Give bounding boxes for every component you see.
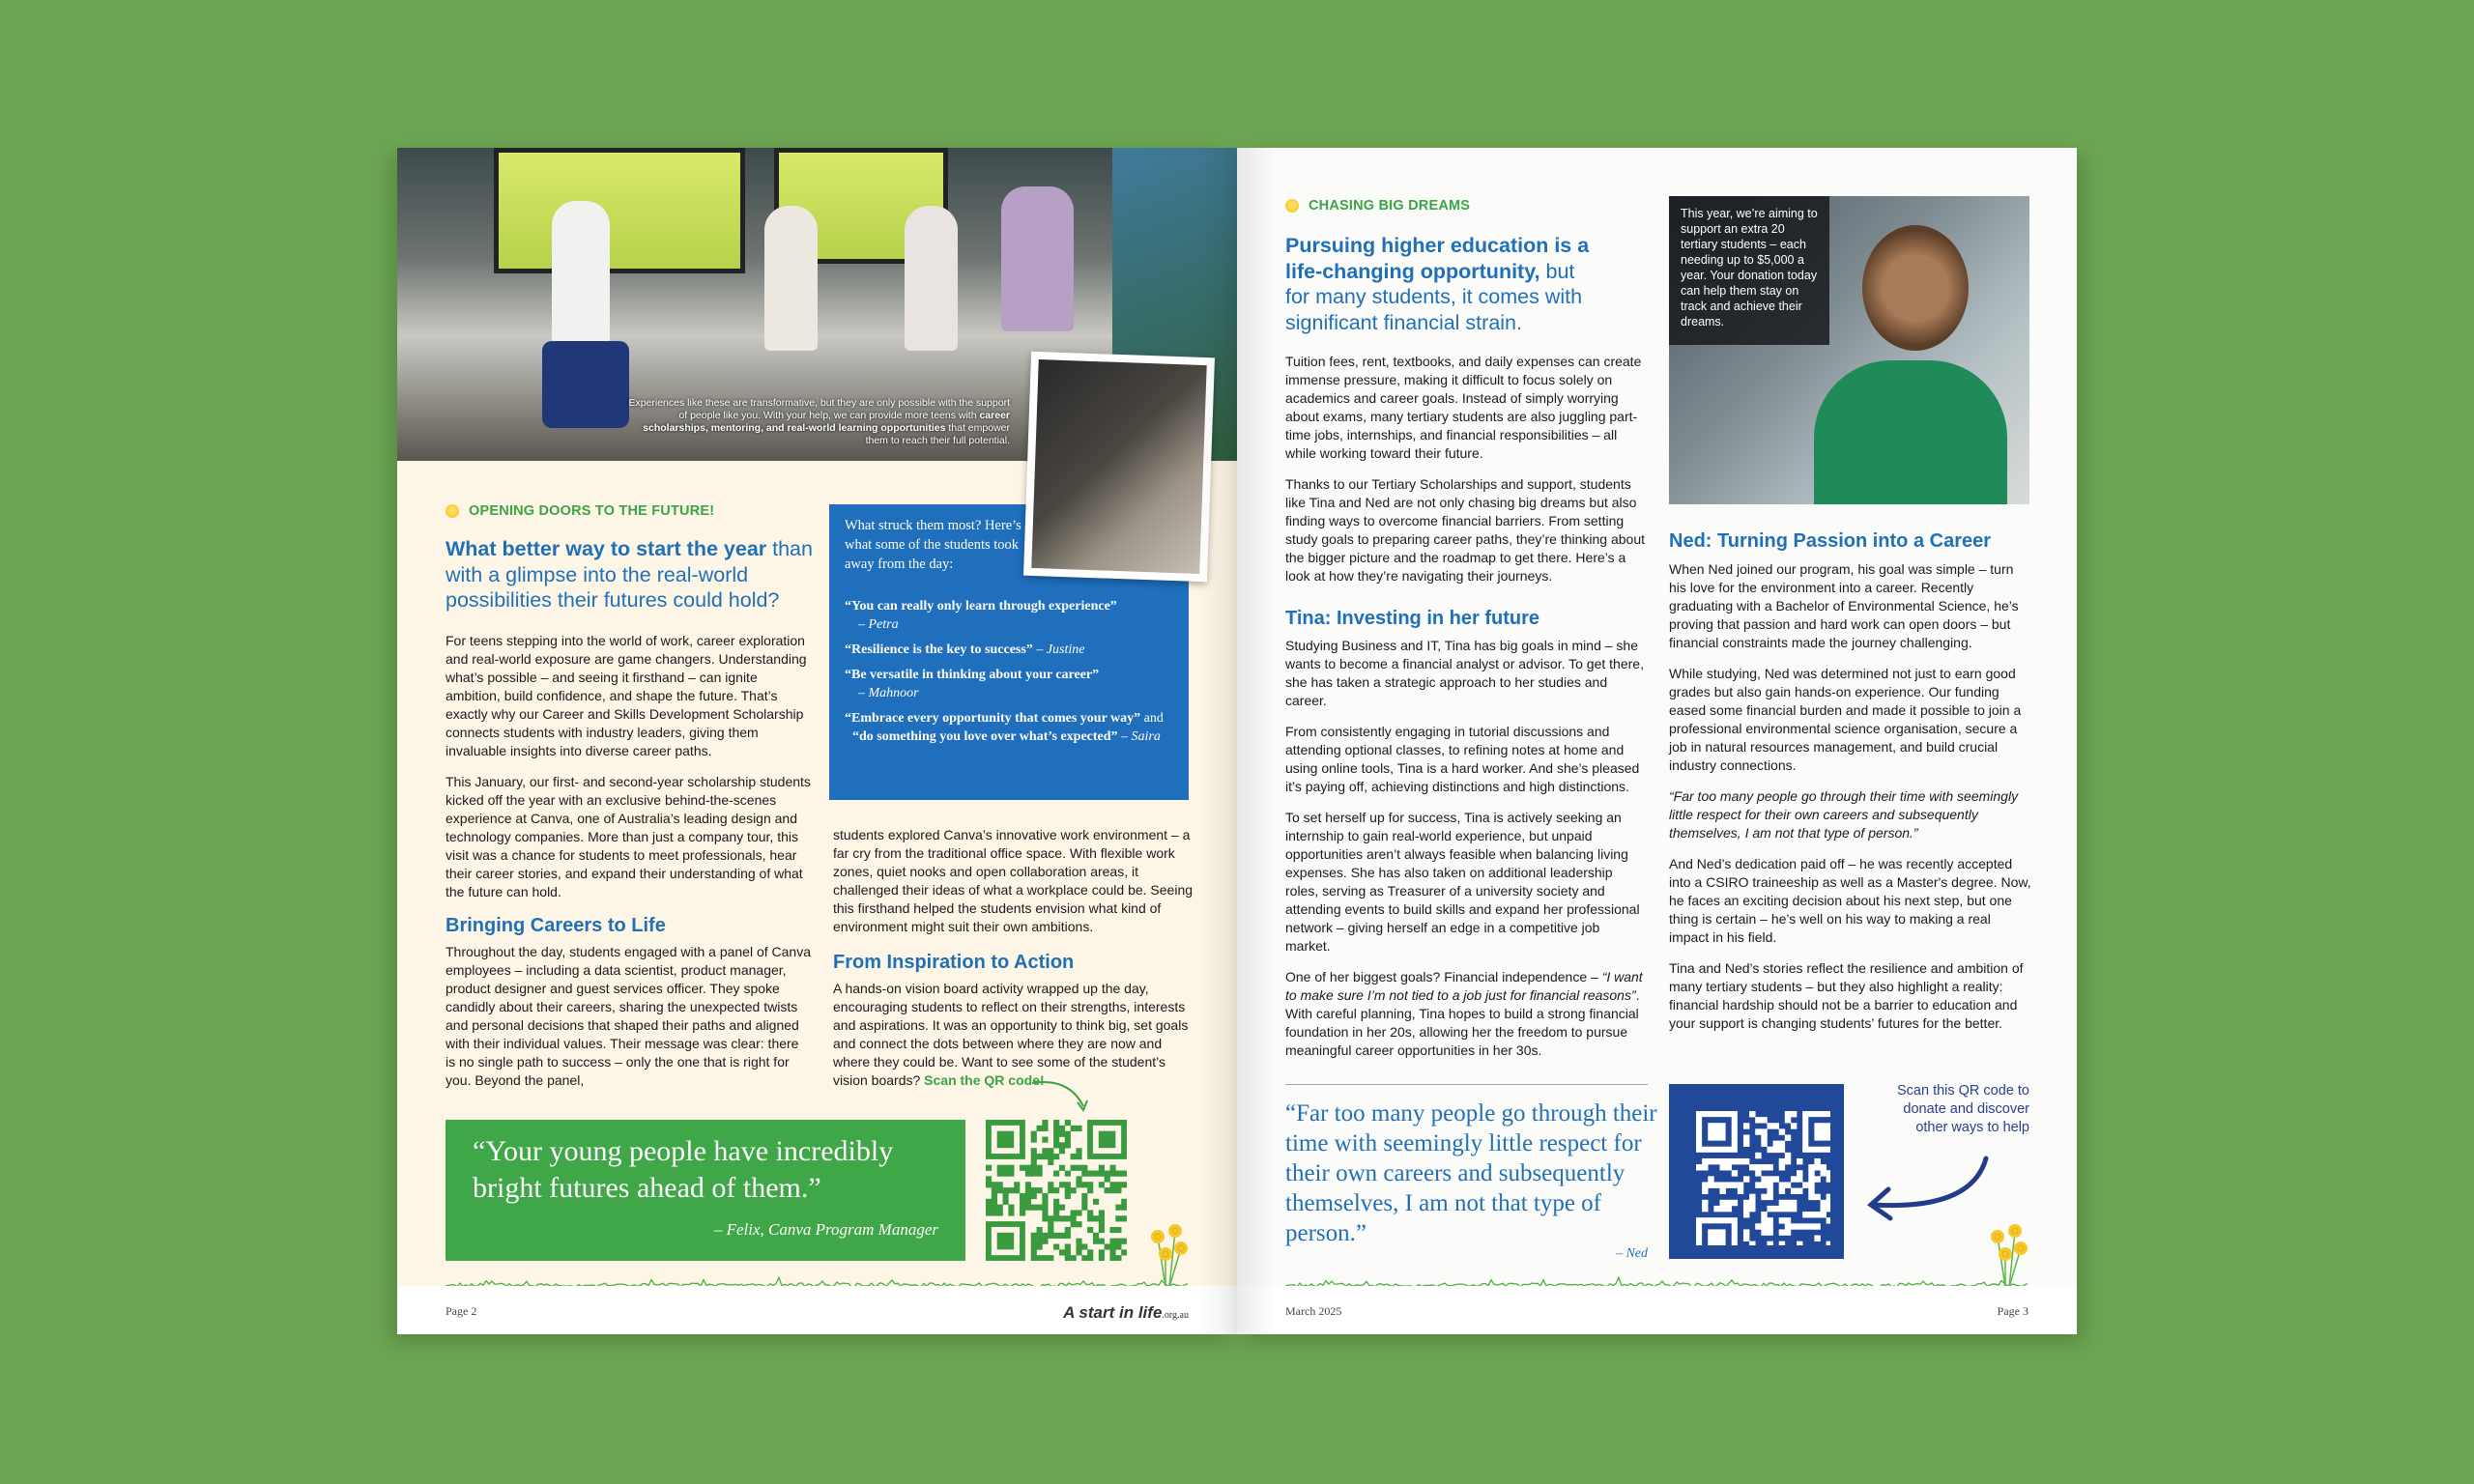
- right-page: [1237, 148, 2077, 1334]
- section-text: Studying Business and IT, Tina has big goals in mind – she wants to become a financial analyst or advisor. To get there, she has taken a strategic approach to her studies and career. From consistently engaging in tutorial discussions and attending optional classes, to refining notes at home and using online tools, Tina is a hard worker. And she’s pleased it’s paying off, achieving distinctions and high distinctions. To set herself up for success, Tina is actively seeking an internship to gain real-world experience, but unpaid opportunities aren’t always feasible when balancing living expenses. She has also taken on additional leadership roles, serving as Treasurer of a university society and attending events to build skills and expand her professional network – giving herself an edge in a competitive job market. One of her biggest goals? Financial independence – “I want to make sure I’m not tied to a job just for financial reasons”. With careful planning, Tina hopes to build a strong financial foundation in her 20s, allowing her the freedom to pursue meaningful career opportunities in her 30s.: [1285, 638, 1644, 1058]
- photo-caption: Experiences like these are transformative, but they are only possible with the support of people like you. With your help, we can provide more teens with career scholarships, mentoring, and real-world learning opportunities that empower them to reach their full potential.: [628, 397, 1010, 446]
- arrow-icon: [1030, 1077, 1098, 1116]
- intro-text: Tuition fees, rent, textbooks, and daily expenses can create immense pressure, making it difficult to focus solely on academics and career goals. Instead of simply worrying about exams, many tertiary students are also juggling part-time jobs, internships, and financial responsibilities – all while working toward their future. Thanks to our Tertiary Scholarships and support, students like Tina and Ned are not only chasing big dreams but also finding ways to overcome financial barriers. From setting study goals to preparing career paths, they’re thinking about the bigger picture and the roadmap to get there. Here’s a look at how they’re navigating their journeys.: [1285, 354, 1646, 584]
- student-quote: “Embrace every opportunity that comes your way” and “do something you love over what’s expected” – Saira: [845, 711, 1164, 744]
- student-quote: “You can really only learn through experience” – Petra: [845, 599, 1117, 632]
- divider: [1285, 1084, 1648, 1085]
- headline: Pursuing higher education is a life-changing opportunity, but for many students, it comes with significant financial strain.: [1285, 234, 1590, 334]
- section-text: Throughout the day, students engaged with a panel of Canva employees – including a data scientist, product manager, product designer and guest services officer. They spoke candidly about their careers, sharing the unexpected twists and personal decisions that shaped their paths and aligned with their individual values. Their message was clear: there is no single path to success – only the one that is right for you. Beyond the panel,: [446, 944, 812, 1088]
- section-kicker: CHASING BIG DREAMS: [1285, 198, 1470, 214]
- section-title: Bringing Careers to Life: [446, 915, 666, 936]
- section-text: A hands-on vision board activity wrapped up the day, encouraging students to reflect on their strengths, interests and aspirations. It was an opportunity to think big, set goals and connect the dots between where they are now and where they could be. Want to see some of the student’s vision boards? Scan the QR code!: [833, 981, 1189, 1088]
- section-title: From Inspiration to Action: [833, 952, 1075, 973]
- pull-quote-author: – Ned: [1615, 1246, 1648, 1261]
- student-quote: “Resilience is the key to success” – Justine: [845, 642, 1085, 657]
- sun-icon: [446, 504, 459, 518]
- pull-quote-box: “Your young people have incredibly bright futures ahead of them.” – Felix, Canva Program Manager: [446, 1120, 965, 1261]
- laptop-photo: [1023, 352, 1215, 582]
- section-kicker: OPENING DOORS TO THE FUTURE!: [446, 503, 714, 519]
- section-title: Ned: Turning Passion into a Career: [1669, 530, 1992, 552]
- student-quote: “Be versatile in thinking about your career” – Mahnoor: [845, 668, 1100, 700]
- page-number: Page 3: [1997, 1304, 2028, 1318]
- section-text: students explored Canva’s innovative work environment – a far cry from the traditional office space. With flexible work zones, quiet nooks and open collaboration areas, it challenged their ideas of what a workplace could be. Seeing this firsthand helped the students envision what kind of environment might suit their own ambitions.: [833, 827, 1194, 934]
- donate-qr-code[interactable]: [1669, 1084, 1844, 1259]
- vision-board-qr-code[interactable]: [986, 1120, 1127, 1261]
- student-photo: [1669, 196, 2029, 504]
- logo: A start in life.org.au: [1063, 1303, 1189, 1322]
- issue-date: March 2025: [1285, 1304, 1342, 1318]
- section-text: When Ned joined our program, his goal was simple – turn his love for the environment into a career. Recently graduating with a Bachelor of Environmental Science, he’s proving that passion and hard work can open doors – but financial constraints made the journey challenging. While studying, Ned was determined not just to earn good grades but also gain hands-on experience. Our funding eased some financial burden and made it possible to join a professional environmental science organisation, secure a job in natural resources management, and build crucial industry connections. “Far too many people go through their time with seemingly little respect for their own careers and subsequently themselves, I am not that type of person.” And Ned’s dedication paid off – he was recently accepted into a CSIRO traineeship as well as a Master's degree. Now, he faces an exciting decision about his next step, but one thing is certain – he’s well on his way to making a real impact in his field. Tina and Ned’s stories reflect the resilience and ambition of many tertiary students – but they also highlight a reality: financial hardship should not be a barrier to education and your support is changing students’ futures for the better.: [1669, 561, 2031, 1031]
- student-quotes-box: What struck them most? Here’s what some of the students took away from the day: “You can really only learn through experience” – Petra “Resilience is the key to success” – Justine “Be versatile in thinking about your career” – Mahnoor “Embrace every opportunity that comes your way” and “do something you love over what’s expected” – Saira: [829, 504, 1189, 800]
- qr-prompt: Scan this QR code to donate and discover other ways to help: [1896, 1083, 2029, 1135]
- left-page: [397, 148, 1237, 1334]
- section-title: Tina: Investing in her future: [1285, 608, 1539, 629]
- headline: What better way to start the year than with a glimpse into the real-world possibilities their futures could hold?: [446, 537, 813, 612]
- pull-quote: “Far too many people go through their time with seemingly little respect for their own careers and subsequently themselves, I am not that type of person.”: [1285, 1100, 1657, 1246]
- intro-text: For teens stepping into the world of work, career exploration and real-world exposure are game changers. Understanding what’s possible – and seeing it firsthand – can ignite ambition, build confidence, and shape the future. That’s exactly why our Career and Skills Development Scholarship connects students with industry leaders, giving them invaluable insights into diverse career paths. This January, our first- and second-year scholarship students kicked off the year with an exclusive behind-the-scenes experience at Canva, one of Australia’s leading design and technology companies. More than just a company tour, this visit was a chance for students to meet professionals, hear their career stories, and expand their understanding of what the future can hold.: [446, 633, 811, 899]
- donation-goal-overlay: This year, we’re aiming to support an extra 20 tertiary students – each needing up to $5,000 a year. Your donation today can help them stay on track and achieve their dreams.: [1669, 196, 1829, 345]
- curved-arrow-icon: [1865, 1153, 2000, 1230]
- page-number: Page 2: [446, 1304, 477, 1318]
- sun-icon: [1285, 199, 1299, 213]
